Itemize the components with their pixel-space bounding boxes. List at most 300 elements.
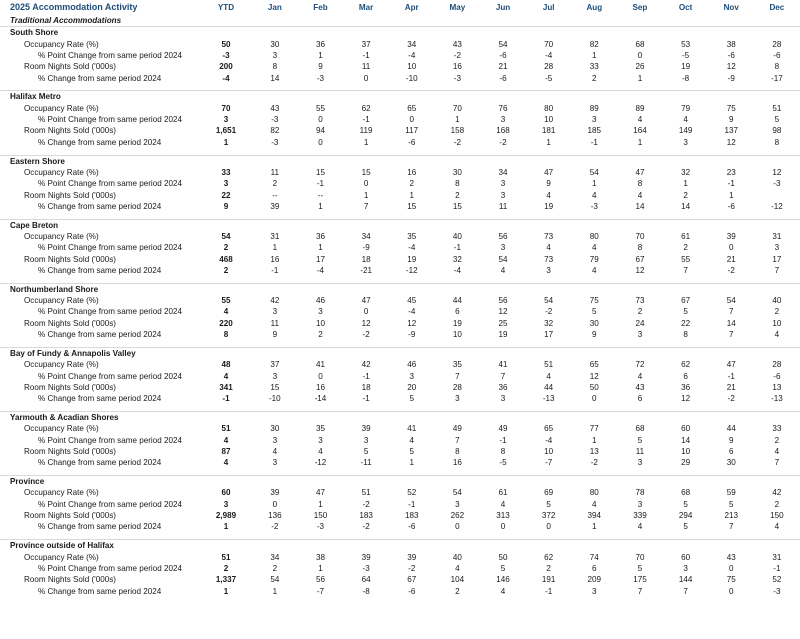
occupancy-point-change-row bbox=[0, 371, 800, 382]
cell-ytd: 1,651 bbox=[215, 126, 237, 136]
cell-nov: 1 bbox=[728, 190, 734, 200]
row-label: Room Nights Sold ('000s) bbox=[24, 254, 116, 264]
occupancy-point-change-row bbox=[0, 242, 800, 253]
cell-mar: -1 bbox=[362, 371, 370, 381]
cell-ytd: 468 bbox=[219, 254, 233, 264]
cell-jun: 5 bbox=[500, 563, 506, 573]
cell-aug: 1 bbox=[592, 179, 597, 189]
cell-feb: 41 bbox=[315, 360, 325, 370]
cell-apr: -4 bbox=[408, 307, 416, 317]
cell-jun: 3 bbox=[500, 394, 506, 404]
cell-aug: 1 bbox=[592, 435, 597, 445]
cell-oct: 7 bbox=[683, 586, 688, 596]
cell-jan: 39 bbox=[270, 488, 280, 498]
cell-jun: -1 bbox=[499, 435, 507, 445]
cell-ytd: 48 bbox=[221, 360, 231, 370]
cell-mar: 0 bbox=[363, 307, 369, 317]
cell-sep: 4 bbox=[637, 371, 643, 381]
cell-jan: 0 bbox=[272, 499, 278, 509]
occupancy-rate-row bbox=[0, 487, 800, 498]
region-name: Northumberland Shore bbox=[10, 284, 99, 294]
cell-ytd: -1 bbox=[222, 394, 230, 404]
row-label: Occupancy Rate (%) bbox=[24, 296, 99, 306]
cell-oct: 62 bbox=[681, 360, 691, 370]
cell-oct: 61 bbox=[681, 232, 691, 242]
cell-jul: 28 bbox=[544, 62, 554, 72]
room-nights-sold-row bbox=[0, 190, 800, 201]
room-nights-sold-row bbox=[0, 61, 800, 72]
region-name: Eastern Shore bbox=[10, 156, 65, 166]
row-label: Room Nights Sold ('000s) bbox=[24, 62, 116, 72]
row-label: % Change from same period 2024 bbox=[38, 394, 162, 404]
cell-sep: 8 bbox=[637, 179, 643, 189]
subtitle-row bbox=[0, 15, 800, 26]
column-header-apr: Apr bbox=[404, 3, 419, 12]
cell-ytd: 51 bbox=[221, 424, 231, 434]
row-label: % Change from same period 2024 bbox=[38, 522, 162, 532]
regions-container bbox=[0, 26, 800, 597]
cell-ytd: -3 bbox=[222, 51, 230, 61]
cell-jul: 10 bbox=[544, 115, 554, 125]
cell-mar: -1 bbox=[362, 51, 370, 61]
cell-jan: 42 bbox=[270, 296, 280, 306]
cell-may: 43 bbox=[452, 39, 462, 49]
cell-jul: 73 bbox=[544, 254, 554, 264]
row-label: % Point Change from same period 2024 bbox=[38, 371, 182, 381]
cell-jan: 3 bbox=[272, 435, 278, 445]
region-header-row bbox=[0, 219, 800, 231]
cell-jul: -7 bbox=[545, 458, 553, 468]
cell-ytd: 3 bbox=[223, 179, 229, 189]
cell-aug: -3 bbox=[590, 201, 598, 211]
row-label: Room Nights Sold ('000s) bbox=[24, 382, 116, 392]
cell-jul: 181 bbox=[541, 126, 556, 136]
cell-sep: 3 bbox=[637, 330, 643, 340]
cell-ytd: 2 bbox=[223, 563, 229, 573]
cell-mar: -3 bbox=[362, 563, 370, 573]
cell-oct: -5 bbox=[681, 51, 690, 61]
cell-jan: 39 bbox=[270, 201, 280, 211]
cell-apr: 41 bbox=[407, 424, 417, 434]
cell-nov: 75 bbox=[726, 103, 736, 113]
cell-may: 19 bbox=[452, 318, 462, 328]
cell-apr: -1 bbox=[408, 499, 416, 509]
cell-jun: -6 bbox=[499, 73, 507, 83]
cell-apr: 15 bbox=[407, 201, 417, 211]
cell-jul: 62 bbox=[544, 552, 554, 562]
region-name: Bay of Fundy & Annapolis Valley bbox=[10, 348, 136, 358]
cell-apr: -4 bbox=[408, 51, 416, 61]
occupancy-point-change-row bbox=[0, 306, 800, 317]
room-nights-sold-row bbox=[0, 574, 800, 585]
cell-apr: 45 bbox=[407, 296, 417, 306]
room-nights-sold-row bbox=[0, 318, 800, 329]
cell-jun: 21 bbox=[498, 62, 508, 72]
cell-aug: -1 bbox=[590, 137, 598, 147]
cell-jan: 2 bbox=[272, 563, 278, 573]
cell-jan: 14 bbox=[270, 73, 280, 83]
cell-mar: -11 bbox=[360, 458, 372, 468]
cell-ytd: 4 bbox=[223, 435, 229, 445]
cell-aug: 30 bbox=[589, 318, 599, 328]
cell-jan: -10 bbox=[268, 394, 281, 404]
cell-jun: 7 bbox=[500, 371, 506, 381]
cell-feb: 15 bbox=[315, 167, 325, 177]
cell-may: 16 bbox=[452, 62, 462, 72]
row-label: % Point Change from same period 2024 bbox=[38, 179, 182, 189]
cell-oct: 29 bbox=[681, 458, 691, 468]
cell-apr: -12 bbox=[405, 266, 418, 276]
cell-feb: 38 bbox=[315, 552, 325, 562]
row-label: % Change from same period 2024 bbox=[38, 458, 162, 468]
cell-mar: 42 bbox=[361, 360, 371, 370]
row-label: Room Nights Sold ('000s) bbox=[24, 190, 116, 200]
cell-jul: -2 bbox=[545, 307, 553, 317]
cell-dec: 12 bbox=[772, 167, 782, 177]
cell-dec: 2 bbox=[774, 435, 780, 445]
row-label: % Point Change from same period 2024 bbox=[38, 51, 182, 61]
cell-feb: 3 bbox=[318, 307, 323, 317]
cell-oct: 22 bbox=[681, 318, 691, 328]
cell-nov: 21 bbox=[726, 382, 736, 392]
cell-mar: 11 bbox=[361, 62, 371, 72]
cell-mar: -9 bbox=[362, 243, 370, 253]
cell-jul: -5 bbox=[545, 73, 553, 83]
occupancy-point-change-row bbox=[0, 499, 800, 510]
cell-jul: 1 bbox=[546, 137, 551, 147]
cell-oct: 6 bbox=[683, 371, 688, 381]
cell-sep: 3 bbox=[637, 499, 643, 509]
region-name: Yarmouth & Acadian Shores bbox=[10, 413, 119, 422]
cell-dec: 40 bbox=[772, 296, 782, 306]
cell-dec: 51 bbox=[772, 103, 782, 113]
cell-jun: 25 bbox=[498, 318, 508, 328]
cell-may: 1 bbox=[455, 115, 460, 125]
row-label: Occupancy Rate (%) bbox=[24, 39, 99, 49]
cell-ytd: 87 bbox=[221, 447, 231, 457]
cell-oct: 19 bbox=[681, 62, 691, 72]
cell-aug: 9 bbox=[592, 330, 597, 340]
cell-aug: 54 bbox=[589, 167, 599, 177]
cell-nov: 23 bbox=[726, 167, 736, 177]
cell-sep: 5 bbox=[637, 563, 643, 573]
room-nights-change-row bbox=[0, 393, 800, 404]
cell-oct: 14 bbox=[681, 201, 691, 211]
row-label: % Point Change from same period 2024 bbox=[38, 499, 182, 509]
cell-jun: 8 bbox=[500, 447, 506, 457]
cell-sep: 4 bbox=[637, 190, 643, 200]
cell-nov: 0 bbox=[728, 563, 734, 573]
cell-jun: 56 bbox=[498, 232, 508, 242]
cell-jul: 19 bbox=[544, 201, 554, 211]
column-header-dec: Dec bbox=[769, 3, 785, 12]
cell-apr: 35 bbox=[407, 232, 417, 242]
cell-jan: 8 bbox=[272, 62, 278, 72]
cell-may: 40 bbox=[452, 232, 462, 242]
region-block bbox=[0, 475, 800, 533]
room-nights-change-row bbox=[0, 265, 800, 276]
occupancy-point-change-row bbox=[0, 114, 800, 125]
column-header-mar: Mar bbox=[358, 3, 374, 12]
cell-sep: 78 bbox=[635, 488, 645, 498]
cell-feb: 47 bbox=[315, 488, 325, 498]
cell-ytd: 1 bbox=[223, 522, 229, 532]
cell-apr: 0 bbox=[409, 115, 414, 125]
row-label: Occupancy Rate (%) bbox=[24, 232, 99, 242]
cell-may: -2 bbox=[453, 137, 461, 147]
cell-jan: 3 bbox=[272, 458, 278, 468]
cell-mar: 39 bbox=[361, 424, 371, 434]
cell-jan: -2 bbox=[271, 522, 279, 532]
cell-jul: 9 bbox=[546, 179, 551, 189]
cell-oct: 68 bbox=[681, 488, 691, 498]
cell-oct: 36 bbox=[681, 382, 691, 392]
cell-jan: 9 bbox=[272, 330, 278, 340]
cell-jan: 3 bbox=[272, 371, 278, 381]
cell-aug: 77 bbox=[589, 424, 599, 434]
cell-nov: 0 bbox=[728, 586, 734, 596]
occupancy-rate-row bbox=[0, 167, 800, 178]
cell-dec: 2 bbox=[774, 307, 780, 317]
row-label: Occupancy Rate (%) bbox=[24, 424, 99, 434]
cell-jan: 3 bbox=[272, 307, 278, 317]
cell-feb: 36 bbox=[315, 39, 325, 49]
cell-jun: 3 bbox=[500, 190, 506, 200]
cell-ytd: -4 bbox=[222, 73, 230, 83]
cell-jul: 17 bbox=[544, 330, 554, 340]
cell-aug: 89 bbox=[589, 103, 599, 113]
cell-oct: 60 bbox=[681, 552, 691, 562]
cell-ytd: 22 bbox=[221, 190, 231, 200]
cell-may: 3 bbox=[455, 394, 460, 404]
row-label: Room Nights Sold ('000s) bbox=[24, 126, 116, 136]
cell-jun: 50 bbox=[498, 552, 508, 562]
cell-jul: 372 bbox=[541, 511, 556, 521]
cell-jul: 70 bbox=[544, 39, 554, 49]
cell-nov: -1 bbox=[727, 179, 735, 189]
cell-dec: 31 bbox=[772, 232, 782, 242]
cell-mar: -1 bbox=[362, 394, 370, 404]
cell-jul: 4 bbox=[546, 243, 551, 253]
cell-may: 10 bbox=[452, 330, 462, 340]
row-label: Room Nights Sold ('000s) bbox=[24, 447, 116, 457]
cell-oct: 67 bbox=[681, 296, 691, 306]
cell-ytd: 200 bbox=[219, 62, 233, 72]
cell-jun: 11 bbox=[498, 201, 508, 211]
cell-feb: 16 bbox=[315, 382, 325, 392]
cell-oct: 55 bbox=[681, 254, 691, 264]
cell-feb: 0 bbox=[318, 137, 323, 147]
room-nights-change-row bbox=[0, 457, 800, 468]
room-nights-sold-row bbox=[0, 446, 800, 457]
row-label: Occupancy Rate (%) bbox=[24, 552, 99, 562]
cell-apr: 117 bbox=[405, 126, 419, 136]
cell-jan: 1 bbox=[272, 586, 278, 596]
cell-oct: 5 bbox=[683, 499, 688, 509]
cell-ytd: 2 bbox=[223, 266, 229, 276]
cell-oct: 14 bbox=[681, 435, 691, 445]
cell-sep: 1 bbox=[637, 73, 643, 83]
cell-mar: 37 bbox=[361, 39, 371, 49]
cell-jun: -5 bbox=[499, 458, 507, 468]
cell-may: 54 bbox=[452, 488, 462, 498]
column-header-oct: Oct bbox=[678, 3, 693, 12]
cell-dec: 7 bbox=[774, 266, 780, 276]
cell-mar: 39 bbox=[361, 552, 371, 562]
column-header-ytd: YTD bbox=[217, 3, 235, 12]
occupancy-rate-row bbox=[0, 231, 800, 242]
region-name: Province bbox=[10, 477, 45, 487]
occupancy-rate-row bbox=[0, 423, 800, 434]
room-nights-change-row bbox=[0, 521, 800, 532]
cell-jan: 136 bbox=[268, 511, 282, 521]
cell-may: -2 bbox=[453, 51, 461, 61]
cell-jun: 36 bbox=[498, 382, 508, 392]
cell-sep: 6 bbox=[637, 394, 643, 404]
cell-apr: 52 bbox=[407, 488, 417, 498]
cell-jun: 12 bbox=[498, 307, 508, 317]
cell-sep: 70 bbox=[635, 552, 645, 562]
cell-feb: 1 bbox=[318, 243, 323, 253]
cell-may: 16 bbox=[452, 458, 462, 468]
cell-nov: 54 bbox=[726, 296, 736, 306]
cell-aug: -2 bbox=[590, 458, 598, 468]
cell-jul: 54 bbox=[544, 296, 554, 306]
cell-nov: 30 bbox=[726, 458, 736, 468]
cell-jan: 11 bbox=[270, 318, 280, 328]
cell-dec: 10 bbox=[772, 318, 782, 328]
cell-nov: 21 bbox=[726, 254, 736, 264]
cell-apr: 183 bbox=[404, 511, 419, 521]
cell-ytd: 220 bbox=[219, 318, 233, 328]
region-header-row bbox=[0, 26, 800, 38]
column-header-may: May bbox=[449, 3, 466, 12]
cell-may: -1 bbox=[453, 243, 461, 253]
cell-aug: 4 bbox=[592, 190, 597, 200]
occupancy-rate-row bbox=[0, 552, 800, 563]
cell-mar: 0 bbox=[363, 73, 369, 83]
cell-jul: 69 bbox=[544, 488, 554, 498]
room-nights-sold-row bbox=[0, 382, 800, 393]
cell-nov: 39 bbox=[726, 232, 736, 242]
cell-feb: -1 bbox=[316, 179, 325, 189]
cell-oct: 79 bbox=[681, 103, 691, 113]
cell-aug: 12 bbox=[589, 371, 599, 381]
cell-jan: -3 bbox=[271, 137, 279, 147]
column-header-jan: Jan bbox=[267, 3, 282, 12]
cell-jun: 4 bbox=[500, 499, 506, 509]
cell-may: 262 bbox=[450, 511, 465, 521]
region-block bbox=[0, 411, 800, 469]
table-subtitle: Traditional Accommodations bbox=[10, 16, 122, 25]
cell-apr: 46 bbox=[407, 360, 417, 370]
cell-ytd: 2 bbox=[223, 243, 229, 253]
cell-ytd: 1,337 bbox=[215, 575, 237, 585]
cell-nov: 137 bbox=[724, 126, 738, 136]
cell-sep: 89 bbox=[635, 103, 645, 113]
cell-jan: 54 bbox=[270, 575, 280, 585]
region-block bbox=[0, 219, 800, 277]
cell-jan: -1 bbox=[271, 266, 279, 276]
cell-apr: 10 bbox=[407, 62, 417, 72]
cell-jun: 313 bbox=[496, 511, 510, 521]
cell-feb: -14 bbox=[314, 394, 327, 404]
cell-may: 6 bbox=[455, 307, 460, 317]
cell-jan: 31 bbox=[270, 232, 280, 242]
cell-jun: 3 bbox=[500, 179, 506, 189]
cell-oct: 60 bbox=[681, 424, 691, 434]
region-name: South Shore bbox=[10, 28, 59, 38]
cell-jan: -3 bbox=[271, 115, 279, 125]
cell-aug: 185 bbox=[587, 126, 602, 136]
cell-nov: -1 bbox=[727, 371, 735, 381]
region-block bbox=[0, 283, 800, 341]
region-header-row bbox=[0, 411, 800, 423]
cell-may: 104 bbox=[450, 575, 465, 585]
cell-feb: 94 bbox=[315, 126, 325, 136]
cell-sep: 164 bbox=[633, 126, 647, 136]
cell-jul: 44 bbox=[544, 382, 554, 392]
room-nights-sold-row bbox=[0, 254, 800, 265]
cell-jun: 3 bbox=[500, 243, 506, 253]
cell-jul: 73 bbox=[544, 232, 554, 242]
cell-jun: 4 bbox=[500, 266, 506, 276]
cell-feb: 10 bbox=[315, 318, 325, 328]
row-label: % Change from same period 2024 bbox=[38, 73, 162, 83]
cell-ytd: 1 bbox=[223, 137, 229, 147]
cell-nov: 213 bbox=[724, 511, 738, 521]
cell-jun: 49 bbox=[498, 424, 508, 434]
cell-ytd: 4 bbox=[223, 458, 229, 468]
cell-apr: -2 bbox=[408, 563, 416, 573]
cell-may: 0 bbox=[455, 522, 460, 532]
cell-aug: 79 bbox=[589, 254, 599, 264]
cell-nov: -6 bbox=[727, 201, 735, 211]
cell-aug: 6 bbox=[592, 563, 597, 573]
cell-aug: 4 bbox=[592, 266, 597, 276]
cell-aug: 65 bbox=[589, 360, 599, 370]
cell-oct: 53 bbox=[681, 39, 691, 49]
cell-dec: 8 bbox=[774, 62, 780, 72]
cell-feb: 1 bbox=[318, 51, 323, 61]
cell-aug: 75 bbox=[589, 296, 599, 306]
cell-aug: 4 bbox=[592, 499, 597, 509]
cell-mar: 12 bbox=[361, 318, 371, 328]
cell-dec: 98 bbox=[772, 126, 782, 136]
cell-mar: 34 bbox=[361, 232, 371, 242]
cell-apr: 34 bbox=[407, 39, 417, 49]
cell-apr: 16 bbox=[407, 167, 417, 177]
cell-apr: 1 bbox=[409, 458, 414, 468]
cell-mar: 15 bbox=[361, 167, 371, 177]
cell-sep: 2 bbox=[637, 307, 643, 317]
cell-jul: 3 bbox=[546, 266, 551, 276]
cell-sep: 3 bbox=[637, 458, 643, 468]
cell-feb: 1 bbox=[318, 563, 323, 573]
cell-mar: 183 bbox=[359, 511, 373, 521]
cell-jul: 51 bbox=[544, 360, 554, 370]
cell-jun: 146 bbox=[496, 575, 510, 585]
cell-dec: 8 bbox=[774, 137, 780, 147]
row-label: % Change from same period 2024 bbox=[38, 330, 162, 340]
header-row bbox=[0, 0, 800, 15]
cell-feb: 2 bbox=[318, 330, 323, 340]
region-header-row bbox=[0, 539, 800, 551]
cell-sep: 67 bbox=[635, 254, 645, 264]
cell-jan: 3 bbox=[272, 51, 278, 61]
cell-apr: -10 bbox=[405, 73, 418, 83]
cell-jun: 54 bbox=[498, 39, 508, 49]
